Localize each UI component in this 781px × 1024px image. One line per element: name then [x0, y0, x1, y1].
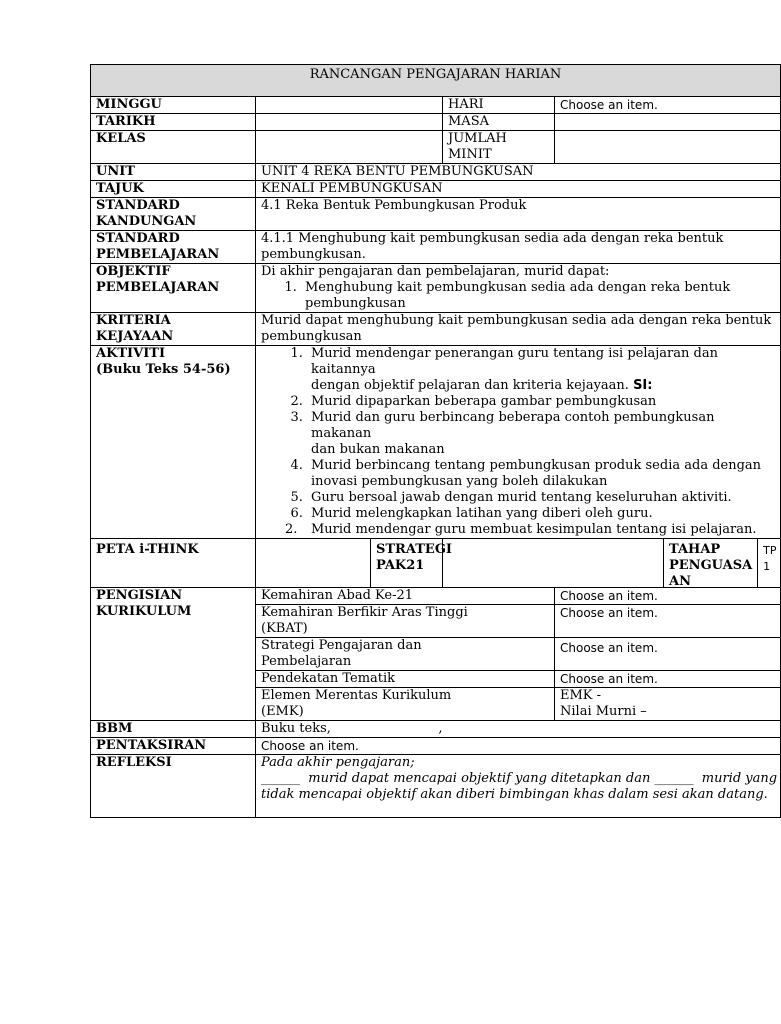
sp-label-line2: PEMBELAJARAN: [96, 247, 220, 262]
objektif-label: [91, 264, 256, 313]
masa-label: MASA: [443, 114, 555, 131]
refleksi-line3: tidak mencapai objektif akan diberi bimbingan khas dalam sesi akan datang.: [261, 787, 768, 802]
sp-value-line1: 4.1.1 Menghubung kait pembungkusan sedia ada dengan reka bentuk: [261, 231, 724, 246]
jumlah-minit-label-line2: MINIT: [448, 147, 492, 162]
peta-label: PETA i-THINK: [91, 539, 256, 588]
pengisian-dropdown[interactable]: Choose an item.: [555, 605, 781, 638]
emk-value-line1: EMK -: [560, 688, 602, 703]
tahap-value[interactable]: TP 1: [763, 544, 777, 573]
tahap-cell: [664, 539, 781, 588]
standard-pembelajaran-label: [91, 231, 256, 264]
jumlah-minit-label-line1: JUMLAH: [448, 131, 507, 146]
obj-label-line1: OBJEKTIF: [96, 264, 171, 279]
refleksi-line2: ______ murid dapat mencapai objektif yang ditetapkan dan ______ murid yang: [261, 771, 778, 786]
strategi-label-line2: PAK21: [376, 558, 425, 573]
kelas-label: KELAS: [91, 131, 256, 164]
emk-value[interactable]: [555, 688, 781, 721]
tajuk-label: TAJUK: [91, 181, 256, 198]
aktiviti-label-line2: (Buku Teks 54-56): [96, 362, 231, 377]
unit-value: UNIT 4 REKA BENTU PEMBUNGKUSAN: [256, 164, 781, 181]
sk-label-line1: STANDARD: [96, 198, 180, 213]
strategi-label: [371, 539, 453, 588]
aktiviti-item-line2: inovasi pembungkusan yang boleh dilakukan: [311, 474, 608, 489]
standard-kandungan-label: [91, 198, 256, 231]
kelas-field[interactable]: [256, 131, 443, 164]
pengisian-row-line2: Pembelajaran: [261, 654, 352, 669]
tahap-label-line2: PENGUASA: [669, 558, 753, 573]
pengisian-label: [91, 588, 256, 721]
penutup-text: Murid mendengar guru membuat kesimpulan tentang isi pelajaran.: [311, 522, 757, 537]
bbm-value[interactable]: Buku teks, ,: [256, 721, 781, 738]
tahap-label-line1: TAHAP: [669, 542, 721, 557]
strategi-label-line1: STRATEGI: [376, 542, 453, 557]
sp-label-line1: STANDARD: [96, 231, 180, 246]
pengisian-label-line1: PENGISIAN: [96, 588, 183, 603]
bbm-label: BBM: [91, 721, 256, 738]
standard-pembelajaran-value: [256, 231, 781, 264]
si-badge: SI:: [633, 378, 653, 393]
obj-label-line2: PEMBELAJARAN: [96, 280, 220, 295]
objektif-value: [256, 264, 781, 313]
pengisian-row-label: Pendekatan Tematik: [256, 671, 555, 688]
refleksi-value[interactable]: [256, 755, 781, 818]
kriteria-line1: Murid dapat menghubung kait pembungkusan sedia ada dengan reka bentuk: [261, 313, 772, 328]
kriteria-value: [256, 313, 781, 346]
aktiviti-item-line2-text: dengan objektif pelajaran dan kriteria kejayaan.: [311, 378, 629, 393]
refleksi-line1: Pada akhir pengajaran;: [261, 755, 415, 770]
aktiviti-penutup: [261, 522, 775, 538]
aktiviti-item: [307, 410, 775, 458]
aktiviti-item-line1: 6. Murid melengkapkan latihan yang diberi oleh guru.: [311, 506, 653, 521]
jumlah-minit-label: [443, 131, 555, 164]
objektif-intro: Di akhir pengajaran dan pembelajaran, murid dapat:: [261, 264, 610, 279]
tarikh-field[interactable]: [256, 114, 443, 131]
pengisian-row-line2: (KBAT): [261, 621, 308, 636]
aktiviti-item-line1: 3. Murid dan guru berbincang beberapa contoh pembungkusan makanan: [311, 410, 715, 441]
aktiviti-item: [307, 346, 775, 394]
pengisian-dropdown[interactable]: Choose an item.: [555, 588, 781, 605]
hari-label: HARI: [443, 97, 555, 114]
aktiviti-item-line2: dan bukan makanan: [311, 442, 445, 457]
hari-dropdown[interactable]: Choose an item.: [555, 97, 781, 114]
pengisian-row-label: [256, 638, 555, 671]
aktiviti-item-line1: 5. Guru bersoal jawab dengan murid tentang keseluruhan aktiviti.: [311, 490, 732, 505]
aktiviti-item: [307, 394, 775, 410]
standard-kandungan-value: 4.1 Reka Bentuk Pembungkusan Produk: [256, 198, 781, 231]
sk-label-line2: KANDUNGAN: [96, 214, 197, 229]
jumlah-minit-field[interactable]: [555, 131, 781, 164]
pengisian-row-line1: Kemahiran Berfikir Aras Tinggi: [261, 605, 468, 620]
kriteria-line2: pembungkusan: [261, 329, 362, 344]
aktiviti-label: [91, 346, 256, 539]
pengisian-row-line1: Strategi Pengajaran dan: [261, 638, 422, 653]
minggu-field[interactable]: [256, 97, 443, 114]
aktiviti-item-line1: 2. Murid dipaparkan beberapa gambar pembungkusan: [311, 394, 657, 409]
pengisian-row-label: Kemahiran Abad Ke-21: [256, 588, 555, 605]
emk-label: [256, 688, 555, 721]
aktiviti-item-line1: 1. Murid mendengar penerangan guru tentang isi pelajaran dan kaitannya: [311, 346, 718, 377]
pentaksiran-dropdown[interactable]: Choose an item.: [256, 738, 781, 755]
tahap-label: [664, 539, 758, 587]
tahap-label-line3: AN: [669, 574, 691, 589]
aktiviti-item-line1: 4. Murid berbincang tentang pembungkusan produk sedia ada dengan: [311, 458, 762, 473]
penutup-number: 2.: [285, 522, 298, 537]
aktiviti-label-line1: AKTIVITI: [96, 346, 166, 361]
refleksi-label: REFLEKSI: [91, 755, 256, 818]
lesson-plan-table: [90, 64, 781, 818]
pengisian-dropdown[interactable]: Choose an item.: [555, 671, 781, 688]
sp-value-line2: pembungkusan.: [261, 247, 366, 262]
aktiviti-item-line2: [311, 378, 775, 394]
pengisian-row-label: [256, 605, 555, 638]
aktiviti-value: [256, 346, 781, 539]
page-title: RANCANGAN PENGAJARAN HARIAN: [91, 65, 781, 97]
strategi-value[interactable]: [443, 539, 664, 588]
masa-field[interactable]: [555, 114, 781, 131]
kriteria-label: KRITERIA KEJAYAAN: [91, 313, 256, 346]
peta-value[interactable]: [256, 539, 371, 588]
pengisian-dropdown[interactable]: Choose an item.: [555, 638, 781, 671]
objektif-item: 1. Menghubung kait pembungkusan sedia ada dengan reka bentuk pembungkusan: [301, 280, 775, 312]
pengisian-label-line2: KURIKULUM: [96, 604, 192, 619]
minggu-label: MINGGU: [91, 97, 256, 114]
aktiviti-item: [307, 506, 775, 522]
emk-label-line1: Elemen Merentas Kurikulum: [261, 688, 452, 703]
pentaksiran-label: PENTAKSIRAN: [91, 738, 256, 755]
aktiviti-item: [307, 490, 775, 506]
emk-value-line2: Nilai Murni –: [560, 704, 647, 719]
emk-label-line2: (EMK): [261, 704, 304, 719]
aktiviti-item: [307, 458, 775, 490]
tajuk-value: KENALI PEMBUNGKUSAN: [256, 181, 781, 198]
unit-label: UNIT: [91, 164, 256, 181]
tarikh-label: TARIKH: [91, 114, 256, 131]
